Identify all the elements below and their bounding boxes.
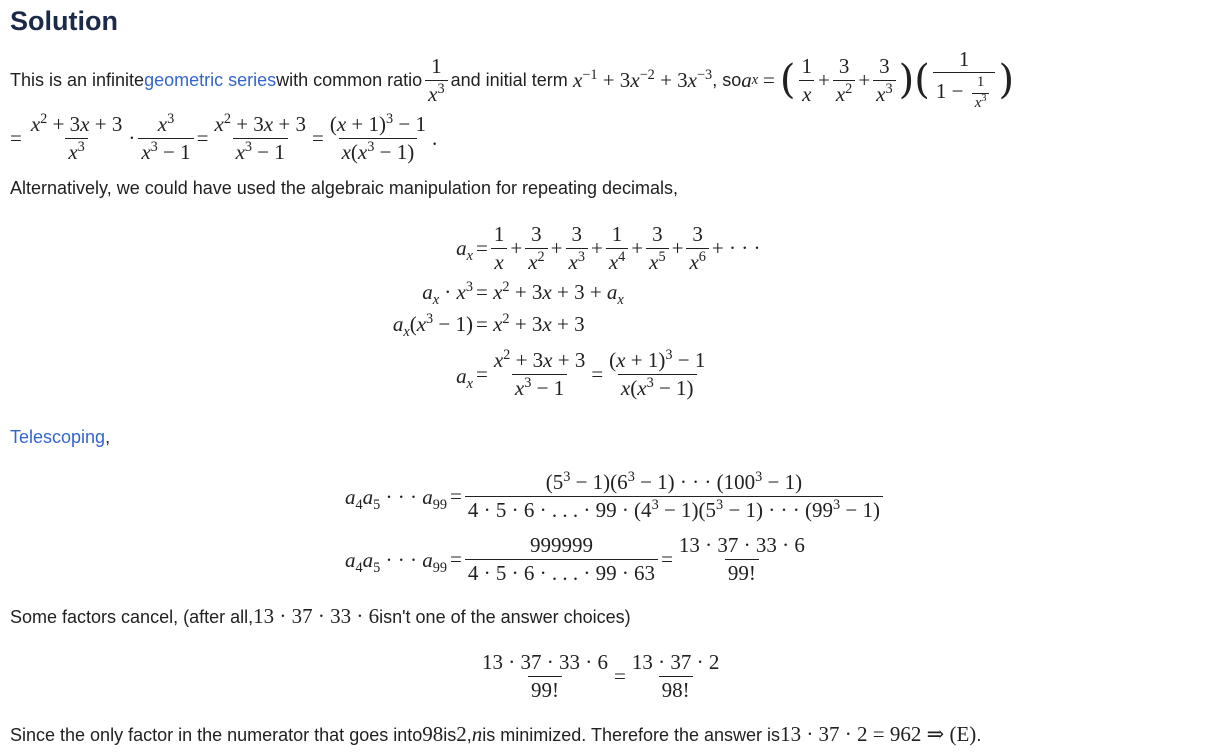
math-2: 2	[456, 722, 467, 746]
paragraph-alternative: Alternatively, we could have used the algebraic manipulation for repeating decimals,	[10, 178, 679, 198]
math-cancel-result: $\frac{13 \cdot 37 \cdot 33 \cdot 6}{99!}$ = $\frac{13 \cdot 37 \cdot 2}{98!}$	[482, 650, 720, 702]
paragraph-telescoping	[10, 427, 110, 448]
text: Some factors cancel, (after all,	[10, 607, 254, 627]
math-n: n	[471, 722, 483, 746]
math-final-answer: 13 · 37 · 2 = 962 ⇒ (E)	[780, 722, 977, 746]
section-heading: Solution	[10, 6, 118, 36]
text: with common ratio	[276, 69, 423, 90]
paragraph-geometric	[10, 47, 1015, 112]
text: ,	[466, 725, 472, 745]
text: This is an infinite	[10, 69, 145, 90]
math-98: 98	[422, 722, 444, 746]
math-aligned-telescoping: $a_4a_5$ · · · $a_{99}$ = $\frac{(5^3 - 1)(6^3 - 1) \cdot \cdot \cdot (100^3 - 1)}{4 \cdot 5 \cdot 6 \cdot . . . \cdot 99 \cdot (4^3 - 1)(5^3 - 1) \cdot \cdot \cdot (99^3 - 1)}$ $a_4a_5$ · · · $a_{99}$ = $\frac{999999}{4 \cdot 5 \cdot 6 \cdot . . . \cdot 99 \cdot 63}$ = $\frac{13 \cdot 37 \cdot 33 \cdot 6}{99!}$	[310, 465, 910, 590]
math-ax-product: a x = ( $\frac{1}{x}$ + $\frac{3}{x^2}$ + $\frac{3}{x^3}$ ) ( 1 1 − $\frac{1}{x^3}$ )	[741, 47, 1015, 112]
text: Since the only factor in the numerator that goes into	[10, 725, 423, 745]
text: isn't one of the answer choices)	[379, 607, 631, 627]
text: .	[976, 725, 982, 745]
math-product: 13 · 37 · 33 · 6	[253, 604, 380, 628]
text: is minimized. Therefore the answer is	[482, 725, 781, 745]
paragraph-cancel	[10, 604, 631, 629]
math-initial-term: $x^{-1} + 3x^{-2} + 3x^{-3}$	[572, 66, 713, 92]
geometric-series-link[interactable]: geometric series	[144, 69, 277, 90]
text: is	[443, 725, 457, 745]
math-continuation: = $\frac{x^2 + 3x + 3}{x^3}$ · $\frac{x^3}{x^3 - 1}$ = $\frac{x^2 + 3x + 3}{x^3 - 1}$ = $\frac{(x + 1)^3 - 1}{x(x^3 - 1)}$ .	[10, 111, 438, 164]
text: and initial term	[450, 69, 568, 90]
math-aligned-repeating: $a_x$ = $\frac{1}{x}$ + $\frac{3}{x^2}$ + $\frac{3}{x^3}$ + $\frac{1}{x^4}$ + $\frac{3}{x^5}$ + $\frac{3}{x^6}$ + · · · $a_x \cdot x^3$ = $x^2 + 3x + 3 + a_x$ $a_x(x^3 - 1)$ = $x^2 + 3x + 3$ $a_x$ = $\frac{x^2 + 3x + 3}{x^3 - 1}$ = $\frac{(x + 1)^3 - 1}{x(x^3 - 1)}$	[392, 222, 761, 400]
paragraph-conclusion	[10, 722, 981, 747]
telescoping-link[interactable]: Telescoping	[10, 427, 106, 447]
text: , so	[712, 69, 742, 90]
text: ,	[105, 427, 111, 447]
math-common-ratio: $\frac{1}{x^3}$	[425, 55, 447, 104]
